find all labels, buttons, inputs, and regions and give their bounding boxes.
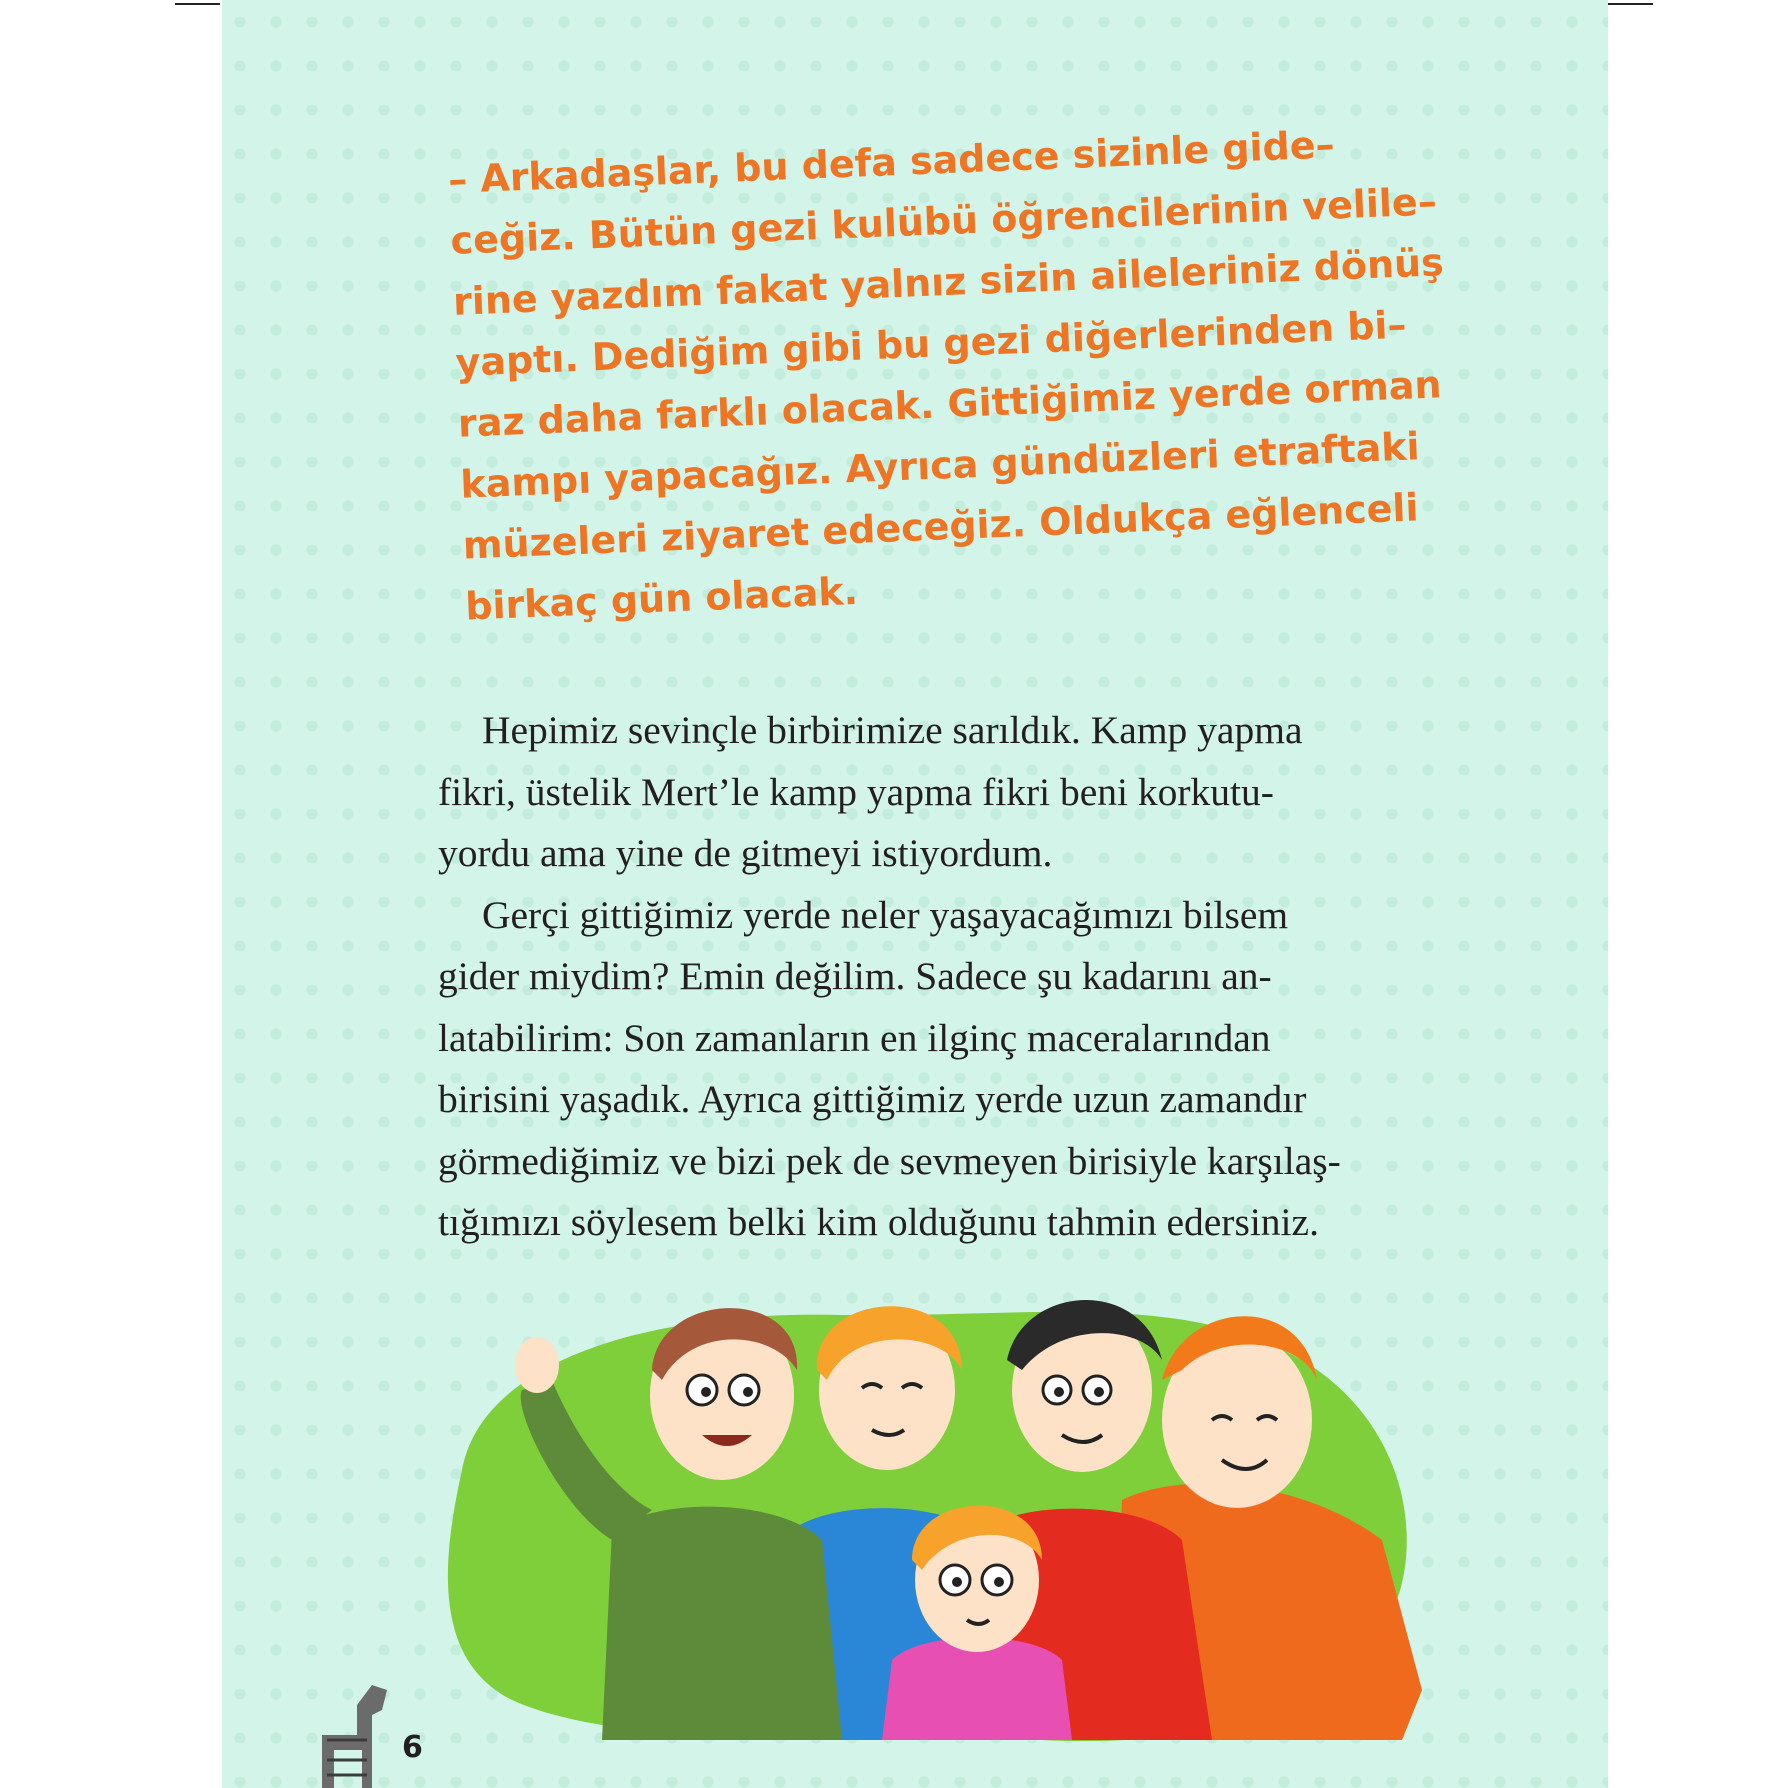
narrative-text — [438, 700, 1398, 1254]
children-illustration — [422, 1270, 1422, 1760]
page-number: 6 — [402, 1730, 423, 1765]
dialogue-line: yaptı. Dediğim gibi bu gezi diğerlerinden bi– — [454, 302, 1408, 385]
dialogue-block — [447, 112, 1445, 638]
trojan-horse-icon — [302, 1665, 402, 1788]
text-line: latabilirim: Son zamanların en ilginç maceralarından — [438, 1015, 1271, 1060]
dialogue-line: ceğiz. Bütün gezi kulübü öğrencilerinin velile– — [449, 179, 1438, 263]
dialogue-line: – Arkadaşlar, bu defa sadece sizinle gide– — [447, 122, 1336, 202]
book-page — [222, 0, 1608, 1788]
text-line: birisini yaşadık. Ayrıca gittiğimiz yerde uzun zamandır — [438, 1077, 1307, 1121]
dialogue-line: kampı yapacağız. Ayrıca gündüzleri etraftaki — [459, 424, 1421, 507]
text-line: Gerçi gittiğimiz yerde neler yaşayacağımızı bilsem — [482, 892, 1289, 937]
text-line: yordu ama yine de gitmeyi istiyordum. — [438, 831, 1053, 875]
text-line: Hepimiz sevinçle birbirimize sarıldık. Kamp yapma — [482, 708, 1303, 752]
paragraph — [438, 700, 1398, 885]
dialogue-line: müzeleri ziyaret edeceğiz. Oldukça eğlenceli — [462, 485, 1420, 568]
text-line: fikri, üstelik Mert’le kamp yapma fikri beni korkutu- — [438, 769, 1274, 814]
crop-mark-right — [1608, 3, 1653, 5]
paragraph — [438, 885, 1398, 1254]
text-line: gider miydim? Emin değilim. Sadece şu kadarını an- — [438, 954, 1272, 998]
text-line: görmediğimiz ve bizi pek de sevmeyen birisiyle karşılaş- — [438, 1138, 1341, 1183]
text-line: tığımızı söylesem belki kim olduğunu tahmin edersiniz. — [438, 1200, 1319, 1244]
dialogue-line: raz daha farklı olacak. Gittiğimiz yerde orman — [457, 362, 1443, 446]
dialogue-line: birkaç gün olacak. — [464, 568, 859, 629]
dialogue-line: rine yazdım fakat yalnız sizin aileleriniz dönüş — [452, 240, 1445, 324]
crop-mark-left — [175, 3, 220, 5]
